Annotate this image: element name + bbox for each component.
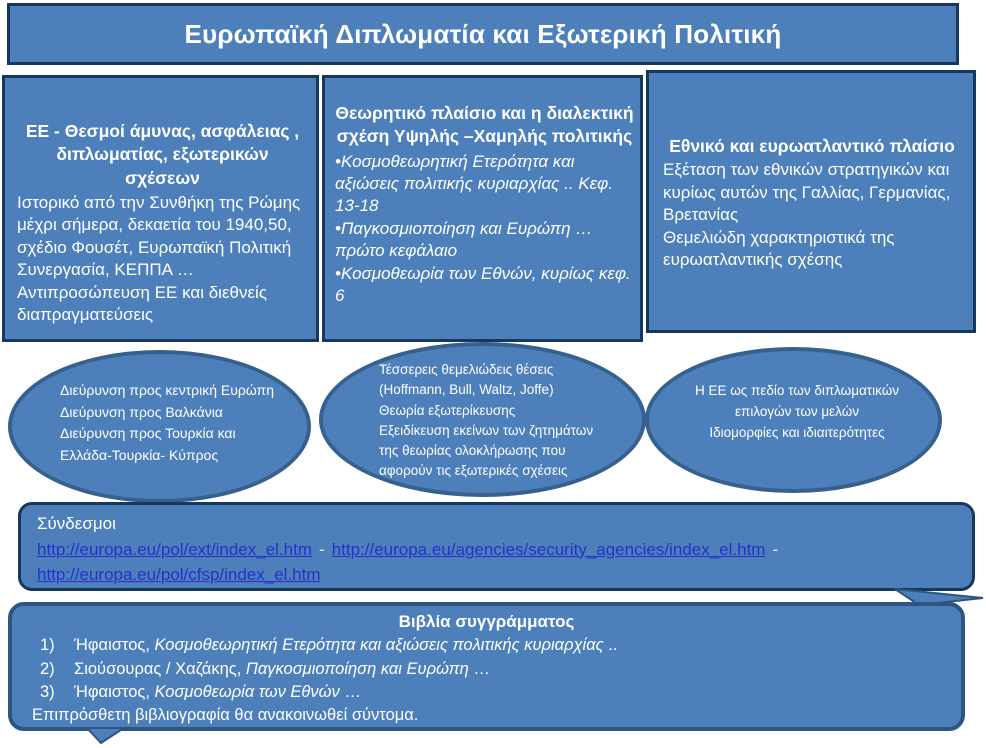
box-eu-institutions-paragraph: Αντιπροσώπευση ΕΕ και διεθνείς διαπραγματεύσεις [17,282,268,324]
book-list-item [32,634,941,657]
box-theoretical-framework-title: Θεωρητικό πλαίσιο και η διαλεκτική σχέση Υψηλής –Χαμηλής πολιτικής [335,103,634,147]
book-number: 3) [40,682,55,701]
ellipse-theory-positions [319,342,646,497]
books-panel-footer: Επιπρόσθετη βιβλιογραφία θα ανακοινωθεί σύντομα. [32,706,419,725]
link-separator: - [772,539,779,559]
box-eu-institutions-paragraph: Ιστορικό από την Συνθήκη της Ρώμης μέχρι σήμερα, δεκαετία του 1940,50, σχέδιο Φουσέτ, Ευρωπαϊκή Πολιτική Συνεργασία, ΚΕΠΠΑ … [17,192,301,280]
book-author: Ήφαιστος, [74,636,155,655]
link-separator: - [319,539,325,559]
ellipse-enlargement-text [60,380,276,467]
ellipse-theory-positions-text [379,360,607,482]
links-panel-title: Σύνδεσμοι [37,514,116,533]
box-national-euroatlantic-paragraph: Εξέταση των εθνικών στρατηγικών και κυρίως αυτών της Γαλλίας, Γερμανίας, Βρετανίας [663,160,951,225]
bullet-text: Κοσμοθεωρητική Ετερότητα και αξιώσεις πολιτικής κυριαρχίας .. Κεφ. 13-18 [335,151,613,216]
link-europa-pol-cfsp[interactable]: http://europa.eu/pol/cfsp/index_el.htm [37,565,321,584]
box-theoretical-framework [322,75,643,342]
book-title: Παγκοσμιοποίηση και Ευρώπη [245,659,469,678]
box-national-euroatlantic-title: Εθνικό και ευρωατλαντικό πλαίσιο [669,136,955,156]
box-eu-institutions-title: ΕΕ - Θεσμοί άμυνας, ασφάλειας , διπλωματίας, εξωτερικών σχέσεων [25,121,300,188]
bullet-text: Κοσμοθεωρία των Εθνών, κυρίως κεφ. 6 [335,263,631,306]
bullet-icon: • [335,218,341,238]
ellipse-line: Διεύρυνση προς Τουρκία και Ελλάδα-Τουρκία- Κύπρος [60,425,236,464]
box-national-euroatlantic [646,70,976,333]
book-list-item [32,681,941,704]
ellipse-eu-diplomatic-field [645,347,942,493]
book-suffix: … [468,659,490,678]
ellipse-line: Θεωρία εξωτερίκευσης [379,402,516,418]
ellipse-line: Η ΕΕ ως πεδίο των διπλωματικών επιλογών των μελών [694,383,900,419]
links-panel [18,502,975,591]
bullet-item [335,218,634,263]
book-author: Ήφαιστος, [74,682,155,701]
bullet-icon: • [335,151,341,171]
box-eu-institutions [2,75,319,342]
bullet-icon: • [335,263,341,283]
book-title: Κοσμοθεωρητική Ετερότητα και αξιώσεις πολιτικής κυριαρχίας [154,636,604,655]
ellipse-eu-diplomatic-field-text [677,381,917,444]
link-europa-security-agencies[interactable]: http://europa.eu/agencies/security_agencies/index_el.htm [331,539,766,559]
ellipse-line: Εξειδίκευση εκείνων των ζητημάτων της θεωρίας ολοκλήρωσης που αφορούν τις εξωτερικές σχέσεις [379,422,594,479]
links-line [37,537,956,563]
link-europa-pol-ext[interactable]: http://europa.eu/pol/ext/index_el.htm [37,539,313,559]
books-panel-title: Βιβλία συγγράμματος [398,612,575,631]
links-line [37,562,956,588]
book-number: 1) [40,636,55,655]
ellipse-line: Τέσσερεις θεμελιώδεις θέσεις (Hoffmann, Bull, Waltz, Joffe) [379,362,554,398]
book-list-item [32,658,941,681]
bullet-text: Παγκοσμιοποίηση και Ευρώπη … πρώτο κεφάλαιο [335,218,593,261]
page-title: Ευρωπαϊκή Διπλωματία και Εξωτερική Πολιτική [184,18,782,49]
book-number: 2) [40,659,55,678]
ellipse-line: Διεύρυνση προς κεντρική Ευρώπη [60,382,274,398]
bullet-item [335,151,634,218]
book-suffix: … [339,682,361,701]
bullet-item [335,263,634,308]
ellipse-line: Διεύρυνση προς Βαλκάνια [60,403,223,420]
ellipse-enlargement [8,350,311,503]
book-suffix: .. [603,636,618,655]
books-callout-tail [82,727,126,748]
box-national-euroatlantic-paragraph: Θεμελιώδη χαρακτηριστικά της ευρωατλαντικής σχέσης [663,227,895,270]
book-author: Σιούσουρας / Χαζάκης, [74,659,246,678]
title-banner [7,3,959,65]
book-title: Κοσμοθεωρία των Εθνών [154,682,340,701]
books-panel [8,602,965,731]
ellipse-line: Ιδιομορφίες και ιδιαιτερότητες [709,424,885,440]
